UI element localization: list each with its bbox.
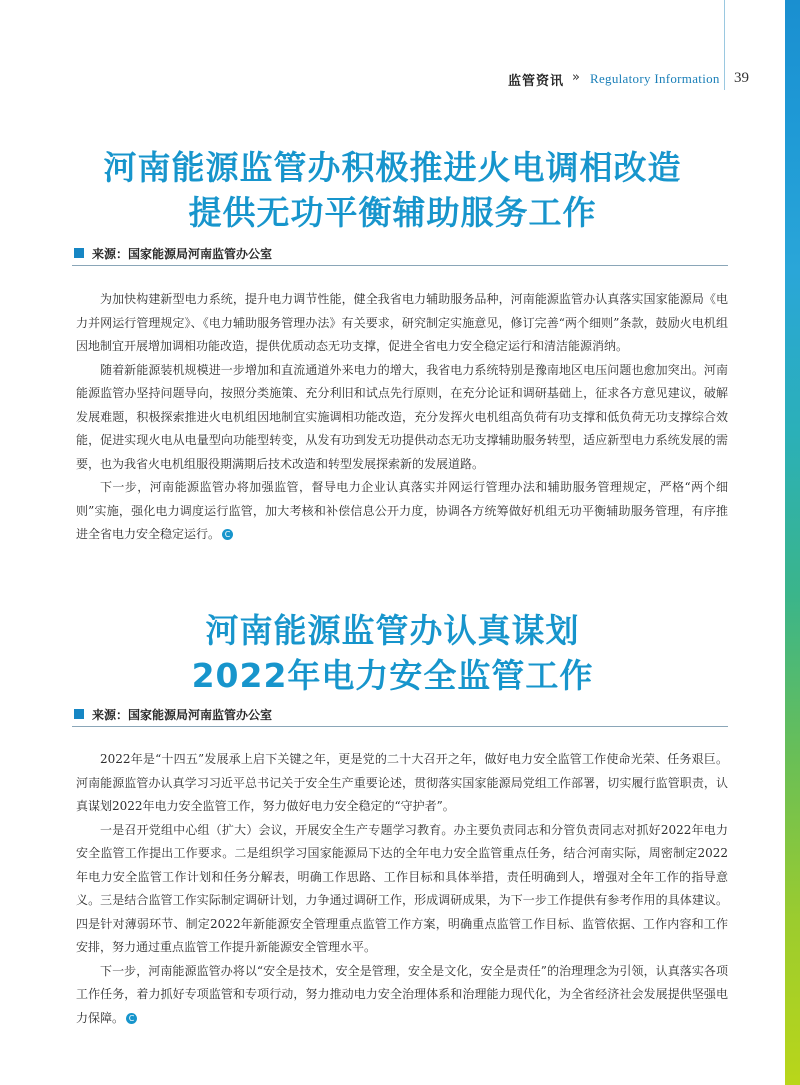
paragraph-text: 下一步，河南能源监管办将以“安全是技术，安全是管理，安全是文化，安全是责任”的治理理念为引领，认真落实各项工作任务，着力抓好专项监管和专项行动，努力推动电力安全治理体系和治理能力现代化，为全省经济社会发展提供坚强电力保障。: [76, 963, 728, 1025]
title-line: 河南能源监管办积极推进火电调相改造: [103, 148, 682, 187]
paragraph: 随着新能源装机规模进一步增加和直流通道外来电力的增大，我省电力系统特别是豫南地区电压问题也愈加突出。河南能源监管办坚持问题导向，按照分类施策、充分利旧和试点先行原则，在充分论证和调研基础上，征求各方意见建议，破解发展难题，积极探索推进火电机组因地制宜实施调相功能改造，充分发挥火电机组高负荷有功支撑和低负荷无功支撑综合效能，促进实现火电从电量型向功能型转变，从发有功到发无功提供动态无功支撑辅助服务转型，适应新型电力系统发展的需要，也为我省火电机组服役期满期后技术改造和转型发展探索新的发展道路。: [76, 362, 728, 471]
article-2-source: [72, 706, 728, 727]
page-number: 39: [734, 70, 749, 86]
end-mark-icon: C: [222, 529, 233, 540]
square-bullet-icon: [74, 709, 84, 719]
article-2-body: [76, 748, 728, 1030]
paragraph: 一是召开党组中心组（扩大）会议，开展安全生产专题学习教育。办主要负责同志和分管负责同志对抓好2022年电力安全监管工作提出工作要求。二是组织学习国家能源局下达的全年电力安全监管重点任务，结合河南实际，周密制定2022年电力安全监管工作计划和任务分解表，明确工作思路、工作目标和具体举措，责任明确到人，增强对全年工作的指导意义。三是结合监管工作实际制定调研计划，力争通过调研工作，形成调研成果，为下一步工作提供有参考作用的具体建议。四是针对薄弱环节、制定2022年新能源安全管理重点监管工作方案，明确重点监管工作目标、监管依据、工作内容和工作安排，努力通过重点监管工作提升新能源安全管理水平。: [76, 822, 728, 954]
square-bullet-icon: [74, 248, 84, 258]
double-chevron-icon: »: [572, 70, 580, 85]
title-line: 2022年电力安全监管工作: [191, 656, 594, 695]
article-2-title: [0, 608, 785, 698]
paragraph: [76, 960, 728, 1031]
page-header: [0, 70, 780, 90]
paragraph: [76, 476, 728, 547]
section-title-cn: 监管资讯: [508, 74, 565, 89]
article-1-source: [72, 245, 728, 266]
paragraph-text: 下一步，河南能源监管办将加强监管，督导电力企业认真落实并网运行管理办法和辅助服务管理规定，严格“两个细则”实施，强化电力调度运行监管，加大考核和补偿信息公开力度，协调各方统筹做好机组无功平衡辅助服务管理，有序推进全省电力安全稳定运行。: [76, 480, 728, 541]
title-line: 提供无功平衡辅助服务工作: [188, 193, 597, 232]
source-text: 来源：国家能源局河南监管办公室: [92, 247, 273, 261]
paragraph: 2022年是“十四五”发展承上启下关键之年，更是党的二十大召开之年，做好电力安全监管工作使命光荣、任务艰巨。河南能源监管办认真学习习近平总书记关于安全生产重要论述，贯彻落实国家能源局党组工作部署，切实履行监管职责，认真谋划2022年电力安全监管工作，努力做好电力安全稳定的“守护者”。: [76, 752, 728, 813]
section-title-en: Regulatory Information: [590, 71, 720, 86]
side-decor-bar: [785, 0, 800, 1085]
title-line: 河南能源监管办认真谋划: [205, 611, 580, 650]
article-1-title: [0, 145, 785, 235]
paragraph: 为加快构建新型电力系统，提升电力调节性能，健全我省电力辅助服务品种，河南能源监管办认真落实国家能源局《电力并网运行管理规定》、《电力辅助服务管理办法》有关要求，研究制定实施意见，修订完善“两个细则”条款，鼓励火电机组因地制宜开展增加调相功能改造，提供优质动态无功支撑，促进全省电力安全稳定运行和清洁能源消纳。: [76, 292, 728, 353]
source-text: 来源：国家能源局河南监管办公室: [92, 708, 273, 722]
end-mark-icon: C: [126, 1013, 137, 1024]
article-1-body: [76, 288, 728, 547]
